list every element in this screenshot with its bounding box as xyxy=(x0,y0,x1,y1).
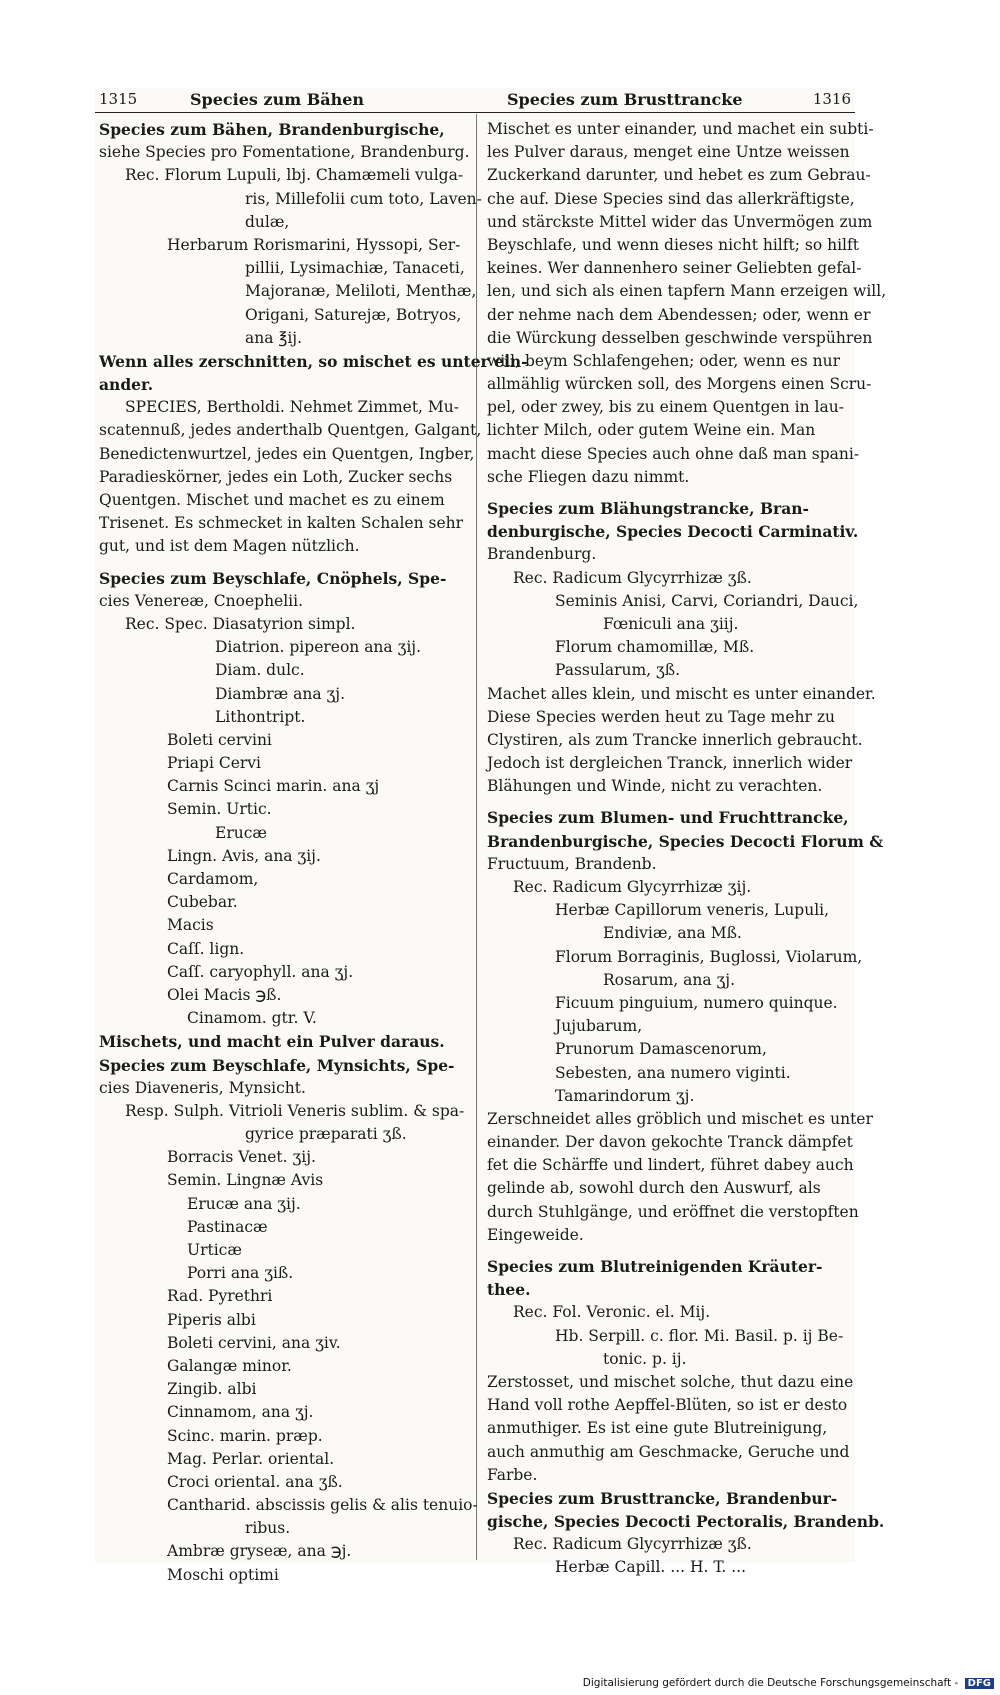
footer-text: Digitalisierung gefördert durch die Deutsche Forschungsgemeinschaft - xyxy=(582,1677,959,1689)
text-line: Boleti cervini, ana ʒiv. xyxy=(167,1333,341,1352)
text-line: Brandenburgische, Species Decocti Florum & xyxy=(487,831,884,851)
dfg-logo: DFG xyxy=(965,1678,994,1689)
text-line: sche Fliegen dazu nimmt. xyxy=(487,467,690,486)
text-line: Farbe. xyxy=(487,1465,538,1484)
text-line: SPECIES, Bertholdi. Nehmet Zimmet, Mu- xyxy=(125,398,459,417)
text-line: Benedictenwurtzel, jedes ein Quentgen, Ingber, xyxy=(99,444,475,463)
text-line: Scinc. marin. præp. xyxy=(167,1426,323,1445)
text-line: les Pulver daraus, menget eine Untze weissen xyxy=(487,143,850,162)
text-line: Species zum Beyschlafe, Mynsichts, Spe- xyxy=(99,1055,455,1075)
text-line: scatennuß, jedes anderthalb Quentgen, Galgant, xyxy=(99,421,482,440)
text-line: Cardamom, xyxy=(167,870,259,888)
text-line: Ambræ gryseæ, ana ℈j. xyxy=(167,1542,352,1561)
text-line: Quentgen. Mischet und machet es zu einem xyxy=(99,491,445,509)
running-head-left: Species zum Bähen xyxy=(190,90,365,109)
text-line: allmählig würcken soll, des Morgens einen Scru- xyxy=(487,375,872,394)
text-line: Herbarum Rorismarini, Hyssopi, Ser- xyxy=(167,235,461,254)
text-line: der nehme nach dem Abendessen; oder, wenn er xyxy=(487,305,871,324)
text-line: Species zum Blumen- und Fruchttrancke, xyxy=(487,808,849,828)
page-number-right: 1316 xyxy=(812,90,851,108)
column-divider xyxy=(476,114,477,1560)
text-line: Piperis albi xyxy=(167,1310,256,1329)
text-line: lichter Milch, oder gutem Weine ein. Man xyxy=(487,421,816,440)
digitization-footer xyxy=(583,1677,994,1689)
text-line: Hand voll rothe Aepffel-Blüten, so ist er desto xyxy=(487,1396,848,1415)
text-line: Cinnamom, ana ʒj. xyxy=(167,1403,314,1422)
text-line: Diambræ ana ʒj. xyxy=(215,684,346,703)
text-line: len, und sich als einen tapfern Mann erzeigen will, xyxy=(487,282,887,301)
text-line: Origani, Saturejæ, Botryos, xyxy=(245,305,462,324)
text-line: die Würckung desselben geschwinde verspühren xyxy=(487,328,873,347)
text-line: Species zum Bähen, Brandenburgische, xyxy=(99,120,445,139)
text-line: thee. xyxy=(487,1280,531,1300)
text-line: anmuthiger. Es ist eine gute Blutreinigung, xyxy=(487,1419,828,1438)
right-column xyxy=(487,118,887,1580)
text-line: Seminis Anisi, Carvi, Coriandri, Dauci, xyxy=(555,591,859,610)
text-line: Borracis Venet. ʒij. xyxy=(167,1148,316,1167)
text-line: Zuckerkand darunter, und hebet es zum Gebrau- xyxy=(487,166,871,185)
text-line: und stärckste Mittel wider das Unvermögen zum xyxy=(487,212,873,231)
text-line: Lithontript. xyxy=(215,707,306,726)
text-line: Carnis Scinci marin. ana ʒj xyxy=(167,777,380,796)
text-line: Mag. Perlar. oriental. xyxy=(167,1449,335,1468)
text-line: Diatrion. pipereon ana ʒij. xyxy=(215,638,422,657)
text-line: pillii, Lysimachiæ, Tanaceti, xyxy=(245,259,465,278)
text-line: ris, Millefolii cum toto, Laven- xyxy=(245,189,482,208)
text-line: Mischet es unter einander, und machet ein subti- xyxy=(487,120,874,138)
text-line: will, beym Schlafengehen; oder, wenn es nur xyxy=(487,351,840,370)
text-line: auch anmuthig am Geschmacke, Geruche und xyxy=(487,1442,850,1461)
text-line: Resp. Sulph. Vitrioli Veneris sublim. & spa- xyxy=(125,1101,465,1120)
text-line: Ficuum pinguium, numero quinque. xyxy=(555,993,838,1012)
text-line: gut, und ist dem Magen nützlich. xyxy=(99,537,360,556)
text-line: Hb. Serpill. c. flor. Mi. Basil. p. ij Be- xyxy=(555,1326,844,1345)
text-line: ribus. xyxy=(245,1519,291,1538)
text-line: Semin. Lingnæ Avis xyxy=(167,1171,324,1190)
text-line: Rec. Spec. Diasatyrion simpl. xyxy=(125,614,356,633)
text-line: siehe Species pro Fomentatione, Brandenburg. xyxy=(99,143,470,162)
text-line: Brandenburg. xyxy=(487,545,597,564)
text-line: Sebesten, ana numero viginti. xyxy=(555,1063,791,1082)
text-line: gelinde ab, sowohl durch den Auswurf, als xyxy=(487,1179,821,1198)
text-line: Rad. Pyrethri xyxy=(167,1287,273,1306)
text-line: Eingeweide. xyxy=(487,1225,584,1244)
text-line: Fœniculi ana ʒiij. xyxy=(603,614,739,633)
text-line: Macis xyxy=(167,916,214,935)
text-line: Diese Species werden heut zu Tage mehr zu xyxy=(487,707,835,726)
text-line: einander. Der davon gekochte Tranck dämpfet xyxy=(487,1133,853,1152)
text-line: Pastinacæ xyxy=(187,1217,268,1236)
text-line: Wenn alles zerschnitten, so mischet es unter ein- xyxy=(99,351,528,371)
running-head-right: Species zum Brusttrancke xyxy=(507,90,743,109)
text-line: Olei Macis ℈ß. xyxy=(167,985,282,1004)
text-line: Jedoch ist dergleichen Tranck, innerlich wider xyxy=(487,754,853,773)
text-line: pel, oder zwey, bis zu einem Quentgen in lau- xyxy=(487,398,844,417)
text-line: Paradieskörner, jedes ein Loth, Zucker sechs xyxy=(99,467,453,486)
text-line: Machet alles klein, und mischt es unter einander. xyxy=(487,684,876,703)
text-line: ander. xyxy=(99,375,154,395)
book-page xyxy=(95,88,887,1584)
header-rule xyxy=(95,112,855,113)
text-line: Species zum Blähungstrancke, Bran- xyxy=(487,499,809,518)
text-line: Species zum Brusttrancke, Brandenbur- xyxy=(487,1488,838,1508)
text-line: Species zum Blutreinigenden Kräuter- xyxy=(487,1257,823,1276)
text-line: Fructuum, Brandenb. xyxy=(487,854,657,873)
text-line: Florum chamomillæ, Mß. xyxy=(555,638,755,657)
text-line: Rec. Florum Lupuli, lbj. Chamæmeli vulga- xyxy=(125,166,464,185)
text-line: Croci oriental. ana ʒß. xyxy=(167,1472,343,1491)
text-line xyxy=(99,559,459,567)
text-line: Lingn. Avis, ana ʒij. xyxy=(167,846,321,865)
text-line: Tamarindorum ʒj. xyxy=(555,1086,695,1105)
text-line: keines. Wer dannenhero seiner Geliebten gefal- xyxy=(487,259,862,278)
text-line: Rosarum, ana ʒj. xyxy=(603,970,736,989)
text-line: Semin. Urtic. xyxy=(167,800,272,819)
text-line: Jujubarum, xyxy=(555,1017,643,1036)
page-number-left: 1315 xyxy=(99,90,138,108)
text-line: Species zum Beyschlafe, Cnöphels, Spe- xyxy=(99,568,447,588)
text-line xyxy=(487,1247,847,1255)
text-line: Mischets, und macht ein Pulver daraus. xyxy=(99,1032,445,1052)
text-line: Prunorum Damascenorum, xyxy=(555,1040,767,1059)
text-line: Florum Borraginis, Buglossi, Violarum, xyxy=(555,947,863,966)
text-line: Zerschneidet alles gröblich und mischet es unter xyxy=(487,1109,873,1128)
text-line: Rec. Radicum Glycyrrhizæ ʒß. xyxy=(513,568,752,587)
text-line: Majoranæ, Meliloti, Menthæ, xyxy=(245,282,477,301)
text-line: Trisenet. Es schmecket in kalten Schalen sehr xyxy=(99,514,464,533)
text-line: Erucæ xyxy=(215,823,267,842)
text-line: Porri ana ʒiß. xyxy=(187,1264,294,1283)
text-line: Rec. Radicum Glycyrrhizæ ʒß. xyxy=(513,1535,752,1554)
text-line: Zingib. albi xyxy=(167,1380,257,1399)
text-line: Boleti cervini xyxy=(167,730,272,749)
text-line: Herbæ Capill. ... H. T. ... xyxy=(555,1558,747,1577)
text-line: Caſſ. lign. xyxy=(167,939,245,958)
text-line: dulæ, xyxy=(245,212,290,231)
text-line: tonic. p. ij. xyxy=(603,1349,687,1368)
text-line: Moschi optimi xyxy=(167,1565,279,1584)
text-line: Diam. dulc. xyxy=(215,661,305,680)
text-line: cies Diaveneris, Mynsicht. xyxy=(99,1078,306,1097)
text-line: macht diese Species auch ohne daß man spani- xyxy=(487,444,860,463)
text-line: Zerstosset, und mischet solche, thut dazu eine xyxy=(487,1372,854,1391)
text-line: Herbæ Capillorum veneris, Lupuli, xyxy=(555,901,830,920)
text-line: denburgische, Species Decocti Carminativ. xyxy=(487,522,859,542)
text-line: Caſſ. caryophyll. ana ʒj. xyxy=(167,962,354,981)
text-line: Cubebar. xyxy=(167,893,238,912)
text-line: cies Venereæ, Cnoephelii. xyxy=(99,591,304,610)
text-line: Cantharid. abscissis gelis & alis tenuio- xyxy=(167,1496,478,1515)
text-line: Rec. Fol. Veronic. el. Mij. xyxy=(513,1303,711,1322)
text-line: Clystiren, als zum Trancke innerlich gebraucht. xyxy=(487,730,863,749)
text-line: Galangæ minor. xyxy=(167,1356,292,1375)
text-line: Priapi Cervi xyxy=(167,754,261,773)
text-line: ana ℥ij. xyxy=(245,328,303,347)
text-line: Blähungen und Winde, nicht zu verachten. xyxy=(487,777,823,796)
text-line: Beyschlafe, und wenn dieses nicht hilft; so hilft xyxy=(487,235,859,254)
text-line xyxy=(487,489,847,497)
text-line: Urticæ xyxy=(187,1241,242,1259)
text-line: Cinamom. gtr. V. xyxy=(187,1009,317,1028)
text-line: che auf. Diese Species sind das allerkräftigste, xyxy=(487,189,855,208)
text-line xyxy=(487,798,847,806)
text-line: gyrice præparati ʒß. xyxy=(245,1125,407,1144)
text-line: Rec. Radicum Glycyrrhizæ ʒij. xyxy=(513,878,752,896)
text-line: Erucæ ana ʒij. xyxy=(187,1194,301,1213)
text-line: Endiviæ, ana Mß. xyxy=(603,924,742,943)
text-line: fet die Schärffe und lindert, führet dabey auch xyxy=(487,1156,854,1175)
text-line: gische, Species Decocti Pectoralis, Brandenb. xyxy=(487,1512,885,1532)
text-line: Passularum, ʒß. xyxy=(555,661,681,680)
text-line: durch Stuhlgänge, und eröffnet die verstopften xyxy=(487,1202,859,1221)
